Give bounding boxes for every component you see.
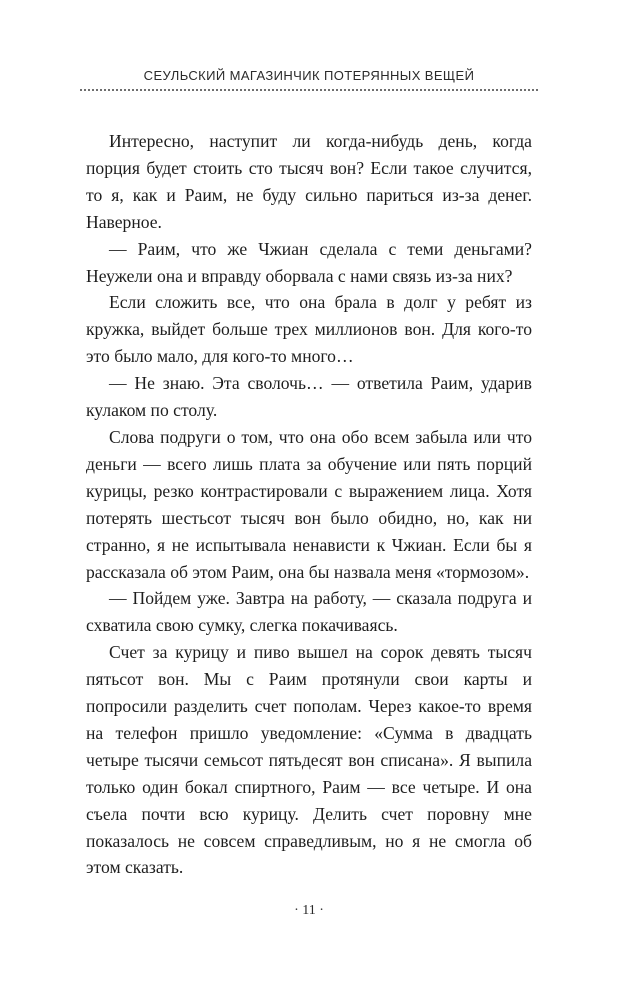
paragraph: Счет за курицу и пиво вышел на сорок девять тысяч пятьсот вон. Мы с Раим протянули свои карты и попросили разделить счет пополам. Через какое-то время на телефон пришло уведомление: «Сумма в двадцать четыре тысячи семьсот пятьдесят вон списана». Я выпила только один бокал спиртного, Раим — все четыре. И она съела почти всю курицу. Делить счет поровну мне показалось не совсем справедливым, но я не смогла об этом сказать. xyxy=(86,642,532,878)
paragraph: — Не знаю. Эта сволочь… — ответила Раим, ударив кулаком по столу. xyxy=(86,373,532,421)
paragraph: — Раим, что же Чжиан сделала с теми деньгами? Неужели она и вправду оборвала с нами связь из-за них? xyxy=(86,238,532,286)
paragraph: Если сложить все, что она брала в долг у ребят из кружка, выйдет больше трех миллионов вон. Для кого-то это было мало, для кого-то много… xyxy=(86,292,532,367)
paragraph: — Пойдем уже. Завтра на работу, — сказала подруга и схватила свою сумку, слегка покачиваясь. xyxy=(86,588,532,636)
paragraph: Слова подруги о том, что она обо всем забыла или что деньги — всего лишь плата за обучение или пять порций курицы, резко контрастировали с выражением лица. Хотя потерять шестьсот тысяч вон было обидно, но, как ни странно, я не испытывала ненависти к Чжиан. Если бы я рассказала об этом Раим, она бы назвала меня «тормозом». xyxy=(86,426,532,582)
header-dotted-rule xyxy=(80,89,538,91)
running-header: СЕУЛЬСКИЙ МАГАЗИНЧИК ПОТЕРЯННЫХ ВЕЩЕЙ xyxy=(143,68,475,83)
body-text xyxy=(86,128,532,881)
paragraph: Интересно, наступит ли когда-нибудь день, когда порция будет стоить сто тысяч вон? Если такое случится, то я, как и Раим, не буду сильно париться из-за денег. Наверное. xyxy=(86,131,532,232)
page-number: · 11 · xyxy=(294,903,324,918)
